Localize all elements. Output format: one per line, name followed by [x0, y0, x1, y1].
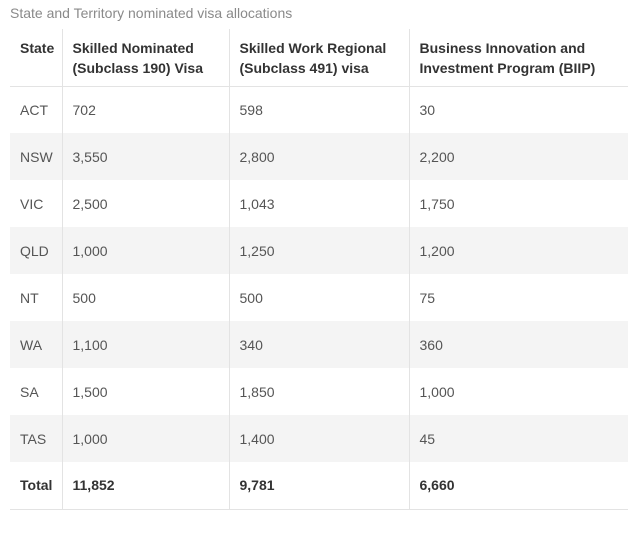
- cell-subclass-190: 1,500: [62, 368, 229, 415]
- cell-state: NT: [20, 289, 39, 306]
- table-caption: State and Territory nominated visa allocations: [10, 5, 293, 21]
- cell-subclass-491: 1,400: [229, 415, 409, 462]
- total-subclass-491: 9,781: [229, 462, 409, 509]
- cell-state: WA: [10, 321, 62, 368]
- cell-subclass-491: 2,800: [229, 133, 409, 180]
- table-row: [10, 415, 628, 462]
- table-row: [10, 321, 628, 368]
- cell-biip: 1,200: [409, 227, 628, 274]
- cell-subclass-491: 1,850: [229, 368, 409, 415]
- table-row: [10, 274, 628, 321]
- table-total-row: [10, 462, 628, 509]
- cell-subclass-491: 1,250: [229, 227, 409, 274]
- table-row: [10, 180, 628, 227]
- cell-biip: 75: [409, 274, 628, 321]
- table-header-row: [10, 29, 628, 86]
- cell-subclass-190: 500: [62, 274, 229, 321]
- cell-subclass-190: 1,100: [62, 321, 229, 368]
- cell-state: NSW: [10, 133, 62, 180]
- cell-subclass-190: 702: [62, 86, 229, 133]
- visa-allocations-table: [10, 29, 628, 510]
- header-subclass-190: Skilled Nominated (Subclass 190) Visa: [62, 29, 229, 86]
- header-subclass-491: Skilled Work Regional (Subclass 491) visa: [229, 29, 409, 86]
- total-label: Total: [10, 462, 62, 509]
- table-row: [10, 133, 628, 180]
- cell-subclass-190: 1,000: [62, 415, 229, 462]
- cell-subclass-190: 2,500: [62, 180, 229, 227]
- cell-subclass-190: 1,000: [62, 227, 229, 274]
- cell-state: TAS: [10, 415, 62, 462]
- table-row: [10, 86, 628, 133]
- total-biip: 6,660: [409, 462, 628, 509]
- cell-biip: 360: [409, 321, 628, 368]
- cell-biip: 30: [409, 86, 628, 133]
- cell-subclass-190: 3,550: [62, 133, 229, 180]
- cell-subclass-491: 500: [229, 274, 409, 321]
- table-row: [10, 368, 628, 415]
- cell-subclass-491: 340: [229, 321, 409, 368]
- cell-biip: 1,750: [409, 180, 628, 227]
- table-row: [10, 227, 628, 274]
- header-biip: Business Innovation and Investment Program (BIIP): [409, 29, 628, 86]
- cell-subclass-491: 1,043: [229, 180, 409, 227]
- cell-state: VIC: [20, 195, 44, 212]
- cell-state: ACT: [20, 101, 48, 118]
- total-subclass-190: 11,852: [62, 462, 229, 509]
- cell-subclass-491: 598: [229, 86, 409, 133]
- header-state: State: [10, 29, 62, 86]
- cell-biip: 2,200: [409, 133, 628, 180]
- cell-state: SA: [20, 383, 39, 400]
- cell-biip: 45: [409, 415, 628, 462]
- cell-state: QLD: [10, 227, 62, 274]
- cell-biip: 1,000: [409, 368, 628, 415]
